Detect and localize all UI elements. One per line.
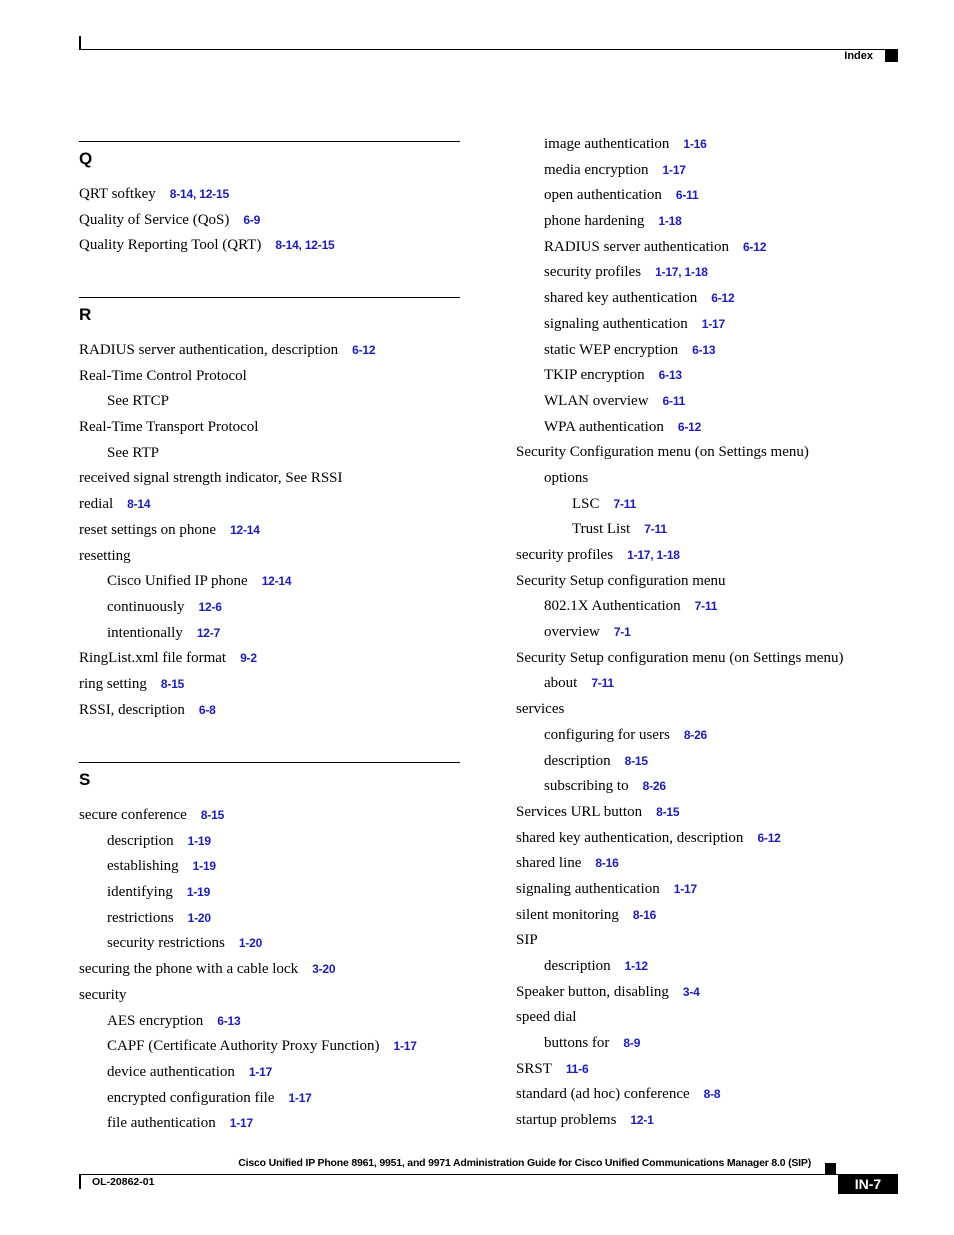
entry-term: file authentication [107,1115,216,1132]
entry-term: startup problems [516,1112,617,1129]
page-reference-link[interactable]: 8-26 [683,727,708,742]
index-entry [516,620,843,646]
entry-term: Cisco Unified IP phone [107,573,248,590]
page-reference-link[interactable]: 8-16 [632,907,657,922]
entry-term: security [79,986,127,1003]
page-reference-link[interactable]: 8-14 [127,497,151,512]
section-letter: S [79,770,91,789]
entry-term: Security Configuration menu (on Settings menu) [516,444,809,461]
entry-term: services [516,701,565,718]
index-entry [516,312,843,338]
index-entry [516,646,843,672]
entry-term: configuring for users [544,726,670,743]
index-entry [516,928,843,954]
page-reference-link[interactable]: 6-9 [243,212,261,227]
index-entry [516,440,843,466]
index-entry [79,492,375,518]
header-marker-block [885,50,898,62]
index-entry [79,880,417,906]
page-reference-link[interactable]: 12-14 [230,522,260,537]
entry-term: SRST [516,1060,552,1077]
entry-term: 802.1X Authentication [544,598,681,615]
page-reference-link[interactable]: 1-19 [186,885,211,900]
index-entry [516,980,843,1006]
page-reference-link[interactable]: 6-13 [658,368,682,383]
entry-term: speed dial [516,1009,577,1026]
section-letter: R [79,305,92,324]
index-entry [516,209,843,235]
entry-term: CAPF (Certificate Authority Proxy Function) [107,1038,380,1055]
entry-term: security restrictions [107,935,225,952]
footer-doc-number: OL-20862-01 [92,1176,155,1188]
entry-term: continuously [107,598,185,615]
page-reference-link[interactable]: 8-15 [200,808,225,822]
page-reference-link[interactable]: 1-17, 1-18 [655,265,708,280]
footer-book-title: Cisco Unified IP Phone 8961, 9951, and 9971 Administration Guide for Cisco Unified Communications Manager 8.0 (SIP) [238,1157,811,1169]
entry-term: security profiles [544,264,642,281]
entry-term: secure conference [79,807,187,823]
index-entry [516,466,843,492]
index-section-r [79,297,460,718]
entry-term: reset settings on phone [79,521,217,538]
index-entry [516,1031,843,1057]
entry-term: Trust List [572,521,631,538]
index-entry [79,338,375,364]
entry-term: overview [544,624,600,641]
entry-term: Services URL button [516,803,643,820]
entry-term: resetting [79,547,131,564]
index-entry [516,1005,843,1031]
index-entry [79,983,417,1009]
index-entry [516,415,843,441]
footer-rule [79,1174,838,1175]
index-entry [516,903,843,929]
entry-term: Speaker button, disabling [516,983,669,1000]
index-entry [79,906,417,932]
page-reference-link[interactable]: 6-12 [711,291,735,306]
page-reference-link[interactable]: 1-17 [393,1039,417,1054]
page-reference-link[interactable]: 7-11 [613,496,637,511]
page-reference-link[interactable]: 8-16 [595,856,619,871]
page-reference-link[interactable]: 12-6 [198,599,222,614]
entry-list [79,182,335,259]
entry-term: See RTP [107,444,160,461]
page-reference-link[interactable]: 1-17 [288,1090,312,1105]
page-reference-link[interactable]: 7-11 [694,599,718,614]
index-entry [79,854,417,880]
page-reference-link[interactable]: 8-26 [642,779,666,794]
entry-term: WPA authentication [544,418,664,435]
index-entry [79,466,375,492]
entry-term: silent monitoring [516,906,619,923]
index-entry [79,803,417,829]
entry-term: RADIUS server authentication [544,238,729,255]
page-reference-link[interactable]: 7-11 [591,676,614,691]
entry-term: See RTCP [107,393,170,410]
section-letter: Q [79,149,93,168]
page-reference-link[interactable]: 8-15 [160,676,185,691]
index-entry [516,1057,843,1083]
page-reference-link[interactable]: 6-8 [198,702,216,717]
index-entry [516,671,843,697]
index-entry [516,183,843,209]
entry-term: signaling authentication [544,315,688,332]
entry-term: standard (ad hoc) conference [516,1086,690,1103]
entry-term: WLAN overview [544,392,649,409]
entry-term: TKIP encryption [544,367,645,384]
entry-term: shared key authentication [544,290,698,307]
index-entry [79,957,417,983]
index-entry [79,1060,417,1086]
entry-term: description [107,832,174,849]
page-reference-link[interactable]: 6-12 [677,419,702,434]
page-number: IN-7 [838,1174,898,1194]
index-entry [516,1108,843,1134]
index-entry [79,672,375,698]
index-entry [79,1034,417,1060]
index-entry [79,1086,417,1112]
index-entry [516,235,843,261]
index-entry [516,260,843,286]
page-reference-link[interactable]: 1-20 [187,910,211,925]
index-entry [79,544,375,570]
index-entry [516,697,843,723]
index-entry [516,954,843,980]
index-entry [516,338,843,364]
entry-term: Real-Time Control Protocol [79,367,247,384]
page-reference-link[interactable]: 12-14 [261,574,292,589]
entry-term: redial [79,496,114,513]
page-reference-link[interactable]: 6-12 [742,239,767,254]
page-reference-link[interactable]: 6-12 [757,830,781,845]
page-reference-link[interactable]: 12-7 [196,625,221,640]
footer-left-bar [79,1175,81,1189]
page-reference-link[interactable]: 8-14, 12-15 [169,187,229,201]
entry-list [79,338,375,723]
index-entry [516,132,843,158]
entry-list [516,132,843,1134]
entry-term: RSSI, description [79,701,185,718]
entry-term: Quality of Service (QoS) [79,211,230,228]
index-entry [79,829,417,855]
index-entry [79,233,335,259]
entry-term: restrictions [107,909,174,926]
index-entry [516,774,843,800]
index-entry [79,698,375,724]
entry-term: options [544,469,589,486]
entry-term: shared key authentication, description [516,829,744,846]
entry-term: intentionally [107,624,183,641]
index-entry [516,749,843,775]
entry-term: AES encryption [107,1012,204,1029]
index-entry [516,800,843,826]
entry-term: RingList.xml file format [79,650,227,667]
index-entry [516,158,843,184]
entry-term: Security Setup configuration menu (on Settings menu) [516,649,844,666]
header-left-bar [79,36,81,50]
index-entry [79,389,375,415]
entry-term: subscribing to [544,778,629,795]
entry-term: shared line [516,855,582,872]
index-entry [516,569,843,595]
entry-term: description [544,752,611,769]
entry-term: QRT softkey [79,186,156,202]
page-reference-link[interactable]: 6-12 [352,343,376,357]
header-rule [79,49,898,50]
entry-term: Quality Reporting Tool (QRT) [79,237,262,254]
index-entry [516,723,843,749]
page-reference-link[interactable]: 1-17 [229,1116,253,1131]
page-reference-link[interactable]: 1-17 [673,881,697,896]
entry-term: identifying [107,884,173,901]
index-entry [79,518,375,544]
index-entry [79,621,375,647]
page-reference-link[interactable]: 1-17 [701,316,725,331]
page-reference-link[interactable]: 1-12 [624,959,648,973]
entry-term: security profiles [516,547,614,563]
entry-list [79,803,417,1137]
entry-term: received signal strength indicator, See RSSI [79,470,343,487]
index-entry [79,415,375,441]
entry-term: buttons for [544,1035,610,1052]
index-entry [516,286,843,312]
footer-marker-block [825,1163,836,1174]
index-entry [79,441,375,467]
index-entry [516,594,843,620]
entry-term: SIP [516,932,538,949]
page-reference-link[interactable]: 6-13 [217,1013,241,1028]
index-entry [79,931,417,957]
page-reference-link[interactable]: 1-16 [683,137,707,151]
page-reference-link[interactable]: 1-17 [248,1064,273,1079]
page-reference-link[interactable]: 1-17 [662,162,686,177]
entry-term: Security Setup configuration menu [516,572,726,589]
index-entry [79,569,375,595]
page-reference-link[interactable]: 8-14, 12-15 [275,238,335,253]
index-entry [516,363,843,389]
index-section-q [79,141,460,254]
entry-term: LSC [572,495,600,512]
entry-term: Real-Time Transport Protocol [79,419,259,436]
page-reference-link[interactable]: 8-9 [623,1036,641,1051]
index-entry [516,492,843,518]
entry-term: static WEP encryption [544,341,679,358]
index-entry [79,208,335,234]
entry-term: device authentication [107,1063,235,1080]
page-reference-link[interactable]: 9-2 [240,651,257,666]
index-entry [79,595,375,621]
page-reference-link[interactable]: 8-15 [624,753,648,768]
index-entry [79,646,375,672]
index-section-s [79,762,460,1132]
entry-term: about [544,675,578,692]
index-entry [516,543,843,569]
page-reference-link[interactable]: 1-18 [658,214,682,229]
entry-term: RADIUS server authentication, description [79,342,339,358]
page-reference-link[interactable]: 1-19 [192,859,216,874]
page-reference-link[interactable]: 7-1 [613,625,631,640]
section-rule [79,297,460,298]
index-entry [516,877,843,903]
page-reference-link[interactable]: 7-11 [644,522,667,537]
entry-term: ring setting [79,675,147,692]
page-reference-link[interactable]: 1-19 [187,833,211,848]
section-rule [79,141,460,142]
page-reference-link[interactable]: 8-15 [656,804,680,819]
entry-term: signaling authentication [516,880,660,897]
entry-term: description [544,958,611,974]
index-entry [79,1009,417,1035]
page-reference-link[interactable]: 6-13 [692,342,716,357]
index-entry [516,851,843,877]
page-reference-link[interactable]: 1-17, 1-18 [627,548,680,562]
entry-term: encrypted configuration file [107,1089,275,1106]
index-entry [516,389,843,415]
entry-term: securing the phone with a cable lock [79,961,299,978]
page-reference-link[interactable]: 6-11 [675,188,699,203]
entry-term: establishing [107,858,179,875]
entry-term: open authentication [544,187,662,204]
page-reference-link[interactable]: 3-20 [312,962,336,977]
index-entry [516,1082,843,1108]
entry-term: image authentication [544,136,670,152]
page-reference-link[interactable]: 3-4 [682,984,700,999]
section-rule [79,762,460,763]
page-reference-link[interactable]: 6-11 [662,393,686,408]
page-reference-link[interactable]: 12-1 [630,1113,654,1128]
page-reference-link[interactable]: 8-8 [703,1087,721,1102]
page-reference-link[interactable]: 1-20 [238,936,263,951]
index-entry [79,182,335,208]
index-entry [516,826,843,852]
index-entry [79,364,375,390]
index-entry [516,517,843,543]
header-section-label: Index [844,50,873,62]
index-entry [79,1111,417,1137]
entry-term: phone hardening [544,213,645,230]
page-reference-link[interactable]: 11-6 [565,1061,589,1076]
entry-term: media encryption [544,161,649,178]
